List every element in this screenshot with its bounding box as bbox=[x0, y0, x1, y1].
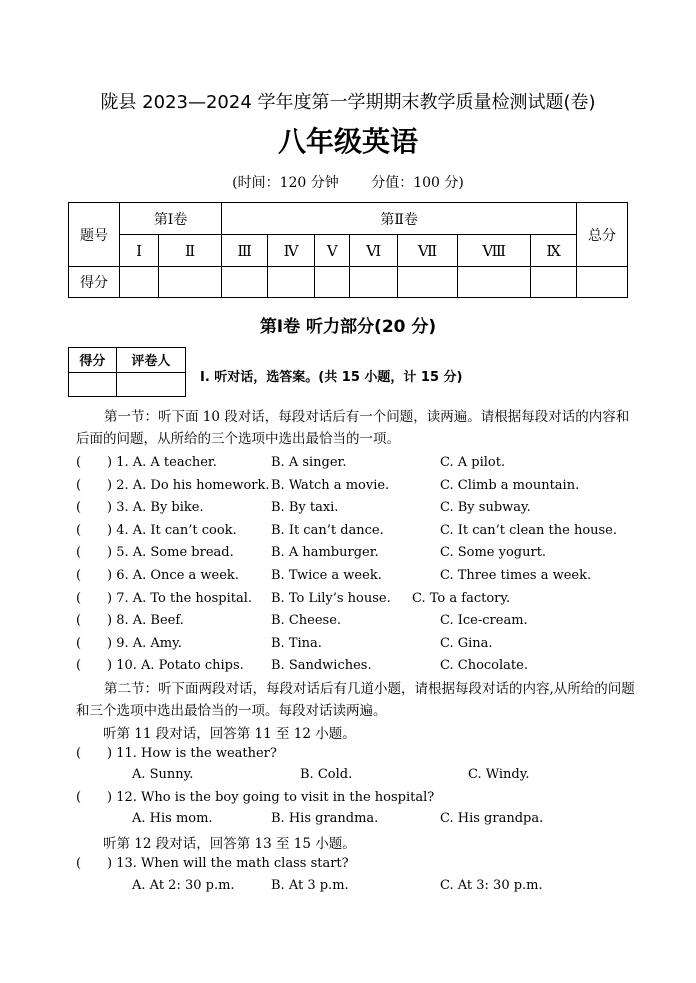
time-score-line bbox=[0, 172, 696, 192]
option-c: C. Three times a week. bbox=[440, 568, 592, 583]
grader-name-label: 评卷人 bbox=[116, 348, 185, 373]
answer-paren[interactable]: ( bbox=[76, 636, 82, 651]
score-cell[interactable] bbox=[222, 267, 268, 298]
option-a: A. At 2: 30 p.m. bbox=[132, 878, 235, 893]
numeral-cell: Ⅲ bbox=[222, 235, 268, 267]
dialog-11-intro: 听第 11 段对话，回答第 11 至 12 小题。 bbox=[103, 726, 356, 742]
score-cell[interactable] bbox=[120, 267, 159, 298]
score-cell[interactable] bbox=[159, 267, 222, 298]
row-label-score: 得分 bbox=[69, 267, 120, 298]
question-stem: ) 6. A. Once a week. bbox=[107, 568, 239, 583]
option-c: C. Some yogurt. bbox=[440, 545, 547, 560]
option-c: C. Climb a mountain. bbox=[440, 478, 580, 493]
question-stem: ) 9. A. Amy. bbox=[107, 636, 182, 651]
option-b: B. At 3 p.m. bbox=[271, 878, 349, 893]
option-c: C. It can’t clean the house. bbox=[440, 523, 618, 538]
answer-paren[interactable]: ( bbox=[76, 746, 82, 761]
option-c: C. A pilot. bbox=[440, 455, 506, 470]
section2-instructions: 第二节：听下面两段对话，每段对话后有几道小题，请根据每段对话的内容,从所给的问题和三个选项中选出最恰当的一项。每段对话读两遍。 bbox=[76, 681, 635, 719]
question-stem: ) 2. A. Do his homework. bbox=[107, 478, 270, 493]
question-stem: ) 5. A. Some bread. bbox=[107, 545, 234, 560]
question-stem: ) 10. A. Potato chips. bbox=[107, 658, 244, 673]
option-b: B. To Lily’s house. bbox=[271, 591, 391, 606]
option-c: C. To a factory. bbox=[412, 591, 511, 606]
row-label-question-no: 题号 bbox=[69, 203, 120, 267]
option-b: B. Cold. bbox=[300, 767, 353, 782]
grader-box bbox=[68, 347, 186, 397]
option-c: C. Ice-cream. bbox=[440, 613, 528, 628]
numeral-cell: Ⅴ bbox=[315, 235, 350, 267]
option-b: B. Sandwiches. bbox=[271, 658, 372, 673]
question-stem: ) 7. A. To the hospital. bbox=[107, 591, 253, 606]
answer-paren[interactable]: ( bbox=[76, 856, 82, 871]
score-table bbox=[68, 202, 628, 298]
grader-score-cell[interactable] bbox=[69, 372, 117, 397]
question-stem: ) 11. How is the weather? bbox=[107, 746, 277, 761]
total-header: 总分 bbox=[577, 203, 628, 267]
part-title: Ⅰ. 听对话，选答案。(共 15 小题，计 15 分) bbox=[200, 370, 463, 385]
numeral-cell: Ⅵ bbox=[350, 235, 398, 267]
question-stem: ) 3. A. By bike. bbox=[107, 500, 204, 515]
answer-paren[interactable]: ( bbox=[76, 455, 82, 470]
score-cell[interactable] bbox=[350, 267, 398, 298]
numeral-cell: Ⅱ bbox=[159, 235, 222, 267]
numeral-cell: Ⅸ bbox=[531, 235, 577, 267]
option-b: B. A singer. bbox=[271, 455, 347, 470]
option-b: B. His grandma. bbox=[271, 811, 379, 826]
section-title: 第Ⅰ卷 听力部分(20 分) bbox=[259, 317, 437, 337]
score-cell[interactable] bbox=[267, 267, 314, 298]
score-cell[interactable] bbox=[531, 267, 577, 298]
option-a: A. His mom. bbox=[132, 811, 213, 826]
score-cell[interactable] bbox=[397, 267, 457, 298]
question-stem: ) 4. A. It can’t cook. bbox=[107, 523, 237, 538]
option-b: B. Twice a week. bbox=[271, 568, 382, 583]
grader-score-label: 得分 bbox=[69, 348, 117, 373]
answer-paren[interactable]: ( bbox=[76, 568, 82, 583]
option-c: C. At 3: 30 p.m. bbox=[440, 878, 543, 893]
option-c: C. His grandpa. bbox=[440, 811, 544, 826]
option-b: B. Tina. bbox=[271, 636, 322, 651]
answer-paren[interactable]: ( bbox=[76, 545, 82, 560]
option-b: B. By taxi. bbox=[271, 500, 339, 515]
section1-instructions: 第一节：听下面 10 段对话，每段对话后有一个问题，读两遍。请根据每段对话的内容和后面的问题，从所给的三个选项中选出最恰当的一项。 bbox=[76, 409, 630, 447]
option-b: B. It can’t dance. bbox=[271, 523, 384, 538]
numeral-cell: Ⅳ bbox=[267, 235, 314, 267]
question-stem: ) 13. When will the math class start? bbox=[107, 856, 349, 871]
answer-paren[interactable]: ( bbox=[76, 658, 82, 673]
answer-paren[interactable]: ( bbox=[76, 790, 82, 805]
dialog-12-intro: 听第 12 段对话，回答第 13 至 15 小题。 bbox=[103, 836, 356, 852]
page-title: 八年级英语 bbox=[277, 125, 418, 158]
answer-paren[interactable]: ( bbox=[76, 523, 82, 538]
answer-paren[interactable]: ( bbox=[76, 591, 82, 606]
numeral-cell: Ⅶ bbox=[397, 235, 457, 267]
score-cell[interactable] bbox=[315, 267, 350, 298]
exam-header: 陇县 2023—2024 学年度第一学期期末教学质量检测试题(卷) bbox=[100, 92, 596, 113]
option-c: C. Chocolate. bbox=[440, 658, 528, 673]
volume-1-header: 第Ⅰ卷 bbox=[120, 203, 222, 235]
question-stem: ) 8. A. Beef. bbox=[107, 613, 184, 628]
question-stem: ) 1. A. A teacher. bbox=[107, 455, 217, 470]
option-c: C. By subway. bbox=[440, 500, 531, 515]
option-b: B. Watch a movie. bbox=[271, 478, 390, 493]
numeral-cell: Ⅷ bbox=[458, 235, 531, 267]
question-stem: ) 12. Who is the boy going to visit in the hospital? bbox=[107, 790, 435, 805]
numeral-cell: Ⅰ bbox=[120, 235, 159, 267]
score-cell[interactable] bbox=[577, 267, 628, 298]
grader-name-cell[interactable] bbox=[116, 372, 185, 397]
time-label: (时间：120 分钟 bbox=[232, 175, 339, 191]
score-label: 分值：100 分) bbox=[371, 175, 464, 191]
score-cell[interactable] bbox=[458, 267, 531, 298]
option-b: B. Cheese. bbox=[271, 613, 342, 628]
option-c: C. Gina. bbox=[440, 636, 493, 651]
option-b: B. A hamburger. bbox=[271, 545, 379, 560]
option-c: C. Windy. bbox=[468, 767, 530, 782]
answer-paren[interactable]: ( bbox=[76, 500, 82, 515]
volume-2-header: 第Ⅱ卷 bbox=[222, 203, 577, 235]
answer-paren[interactable]: ( bbox=[76, 613, 82, 628]
answer-paren[interactable]: ( bbox=[76, 478, 82, 493]
option-a: A. Sunny. bbox=[132, 767, 194, 782]
